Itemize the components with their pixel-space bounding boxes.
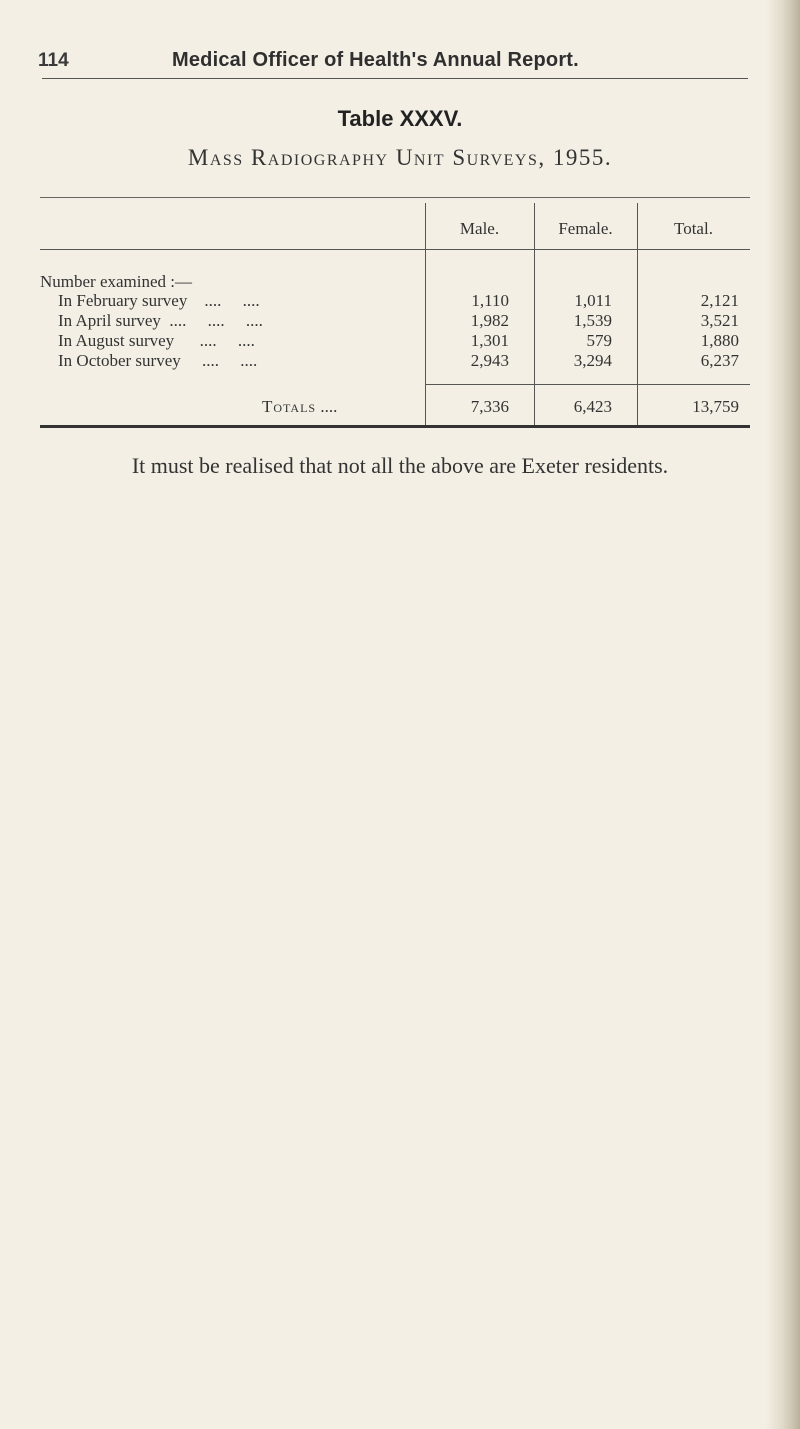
- page-number: 114: [38, 50, 69, 71]
- totals-word: Totals: [262, 397, 317, 416]
- cell-october-female: 3,294: [573, 351, 612, 370]
- cell-february-male: 1,110: [471, 291, 509, 310]
- table-number: Table XXXV.: [337, 106, 463, 131]
- table-bottom-rule: [40, 425, 750, 428]
- cell-october-male: 2,943: [470, 351, 509, 370]
- totals-leader-dots: ....: [320, 397, 338, 416]
- column-header-total: Total.: [674, 219, 713, 238]
- section-label: Number examined :—: [40, 272, 193, 291]
- row-label-april: In April survey .... .... ....: [58, 311, 263, 330]
- cell-totals-female: 6,423: [573, 397, 612, 416]
- page-header: [38, 46, 750, 76]
- table-header-rule: [40, 249, 750, 250]
- page-edge-shadow: [766, 0, 800, 1429]
- header-rule: [42, 78, 748, 79]
- cell-february-total: 2,121: [700, 291, 739, 310]
- cell-totals-male: 7,336: [470, 397, 509, 416]
- totals-label: [262, 397, 337, 417]
- cell-august-male: 1,301: [470, 331, 509, 350]
- cell-april-total: 3,521: [700, 311, 739, 330]
- cell-october-total: 6,237: [700, 351, 739, 370]
- footnote: It must be realised that not all the above are Exeter residents.: [131, 453, 669, 478]
- table-top-rule: [40, 197, 750, 198]
- row-label-february: In February survey .... ....: [58, 291, 260, 310]
- running-head: Medical Officer of Health's Annual Report.: [172, 49, 579, 71]
- table-title: Mass Radiography Unit Surveys, 1955.: [187, 145, 613, 170]
- cell-april-male: 1,982: [470, 311, 509, 330]
- cell-august-total: 1,880: [700, 331, 739, 350]
- column-header-female: Female.: [558, 219, 613, 238]
- cell-august-female: 579: [586, 331, 612, 350]
- cell-april-female: 1,539: [573, 311, 612, 330]
- column-header-male: Male.: [459, 219, 500, 238]
- survey-table: [40, 197, 750, 429]
- cell-february-female: 1,011: [574, 291, 612, 310]
- row-label-august: In August survey .... ....: [58, 331, 255, 350]
- row-label-october: In October survey .... ....: [58, 351, 258, 370]
- table-totals-rule: [425, 384, 750, 385]
- cell-totals-total: 13,759: [692, 397, 739, 416]
